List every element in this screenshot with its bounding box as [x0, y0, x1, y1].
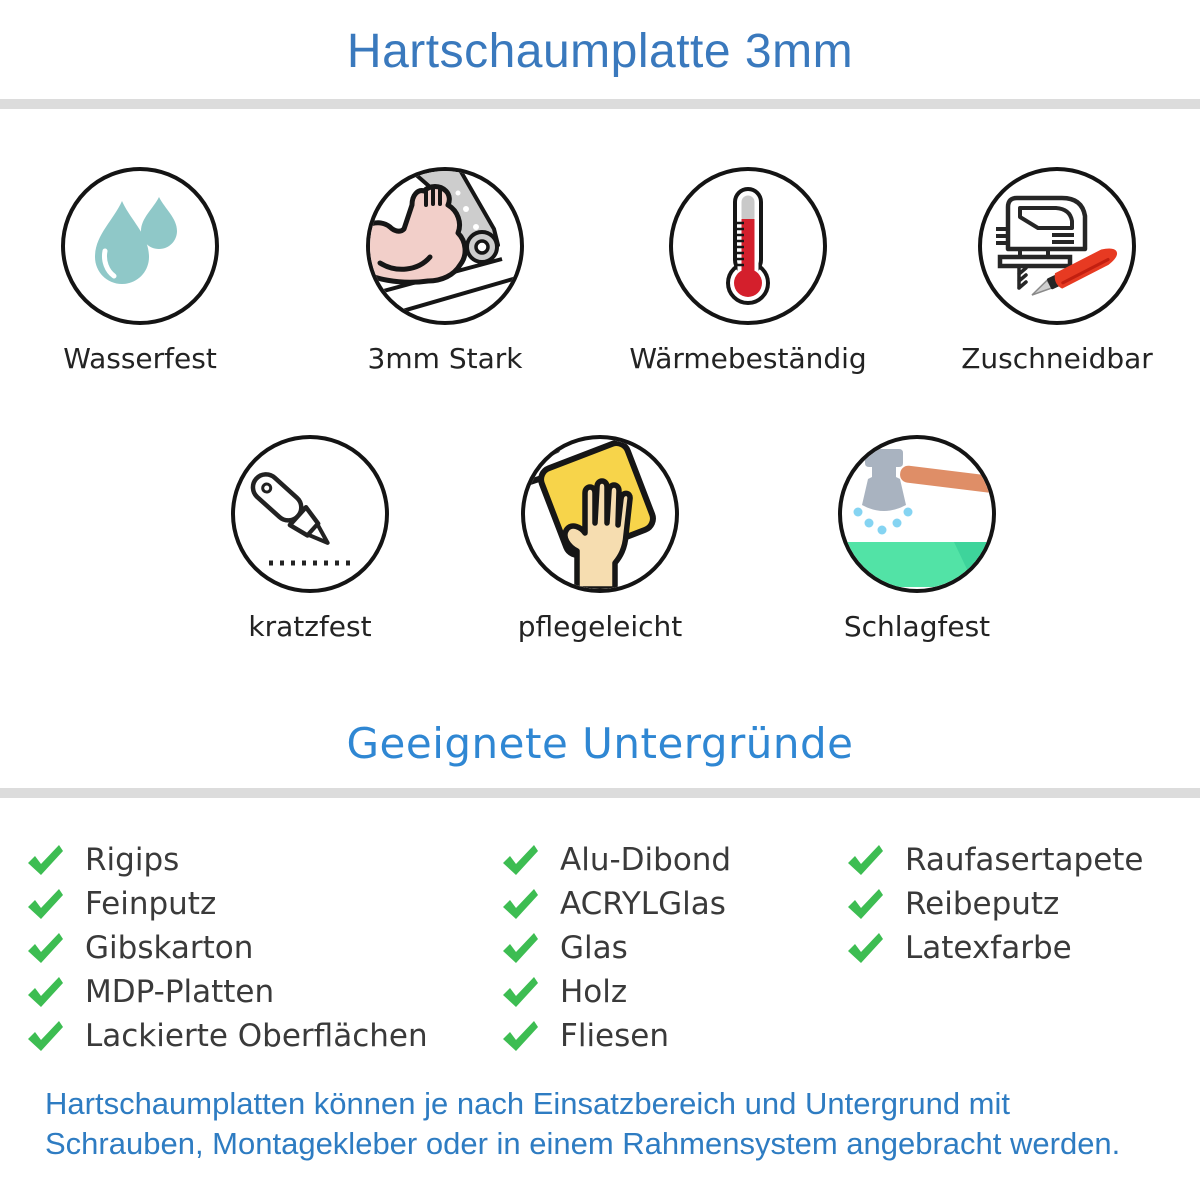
feature-impact-resistant: [797, 435, 1037, 643]
substrate-label: Latexfarbe: [905, 930, 1072, 966]
substrate-label: Fliesen: [560, 1018, 669, 1054]
substrates-column-1: [25, 838, 500, 1058]
substrates-column-2: [500, 838, 845, 1058]
substrate-label: Raufasertapete: [905, 842, 1144, 878]
substrate-label: Glas: [560, 930, 628, 966]
check-icon: [500, 931, 540, 965]
mounting-note-line-2: Schrauben, Montagekleber oder in einem Rahmensystem angebracht werden.: [45, 1126, 1121, 1161]
substrate-label: Gibskarton: [85, 930, 254, 966]
cleaning-hand-icon: [521, 435, 679, 593]
jigsaw-icon: [978, 167, 1136, 325]
muscle-arm-icon: [366, 167, 524, 325]
check-icon: [845, 887, 885, 921]
list-item: [25, 1014, 500, 1058]
feature-row-1: [0, 167, 1200, 375]
check-icon: [500, 843, 540, 877]
substrate-label: ACRYLGlas: [560, 886, 726, 922]
substrate-label: MDP-Platten: [85, 974, 275, 1010]
substrates-list: [0, 838, 1200, 1058]
feature-label: Schlagfest: [843, 610, 991, 643]
list-item: [845, 838, 1200, 882]
feature-label: Zuschneidbar: [961, 342, 1153, 375]
mounting-note-line-1: Hartschaumplatten können je nach Einsatzbereich und Untergrund mit: [45, 1086, 1010, 1121]
hammer-icon: [838, 435, 996, 593]
mounting-note: [0, 1084, 1200, 1164]
check-icon: [500, 887, 540, 921]
check-icon: [25, 843, 65, 877]
list-item: [845, 882, 1200, 926]
list-item: [25, 926, 500, 970]
list-item: [500, 926, 845, 970]
feature-easy-care: [480, 435, 720, 643]
section-divider: [0, 99, 1200, 109]
check-icon: [25, 931, 65, 965]
substrate-label: Alu-Dibond: [560, 842, 732, 878]
check-icon: [25, 975, 65, 1009]
check-icon: [500, 1019, 540, 1053]
substrate-label: Reibeputz: [905, 886, 1060, 922]
page-title: Hartschaumplatte 3mm: [346, 25, 854, 78]
feature-label: Wärmebeständig: [629, 342, 867, 375]
list-item: [25, 882, 500, 926]
section-divider: [0, 788, 1200, 798]
substrate-label: Lackierte Oberflächen: [85, 1018, 428, 1054]
check-icon: [845, 843, 885, 877]
feature-scratchproof: [190, 435, 430, 643]
list-item: [500, 970, 845, 1014]
feature-label: kratzfest: [248, 610, 372, 643]
list-item: [845, 926, 1200, 970]
section-title-substrates: Geeignete Untergründe: [346, 719, 854, 768]
feature-label: Wasserfest: [63, 342, 217, 375]
thermometer-icon: [669, 167, 827, 325]
substrates-column-3: [845, 838, 1200, 1058]
utility-knife-icon: [231, 435, 389, 593]
check-icon: [25, 887, 65, 921]
feature-label: 3mm Stark: [367, 342, 523, 375]
water-drops-icon: [61, 167, 219, 325]
feature-label: pflegeleicht: [517, 610, 683, 643]
check-icon: [845, 931, 885, 965]
substrate-label: Holz: [560, 974, 628, 1010]
list-item: [25, 970, 500, 1014]
feature-heat-resistant: [628, 167, 868, 375]
substrate-label: Feinputz: [85, 886, 217, 922]
list-item: [500, 1014, 845, 1058]
list-item: [500, 838, 845, 882]
list-item: [25, 838, 500, 882]
feature-waterproof: [20, 167, 260, 375]
list-item: [500, 882, 845, 926]
feature-strength: [325, 167, 565, 375]
check-icon: [500, 975, 540, 1009]
check-icon: [25, 1019, 65, 1053]
feature-cuttable: [937, 167, 1177, 375]
substrate-label: Rigips: [85, 842, 180, 878]
feature-row-2: [0, 435, 1200, 643]
